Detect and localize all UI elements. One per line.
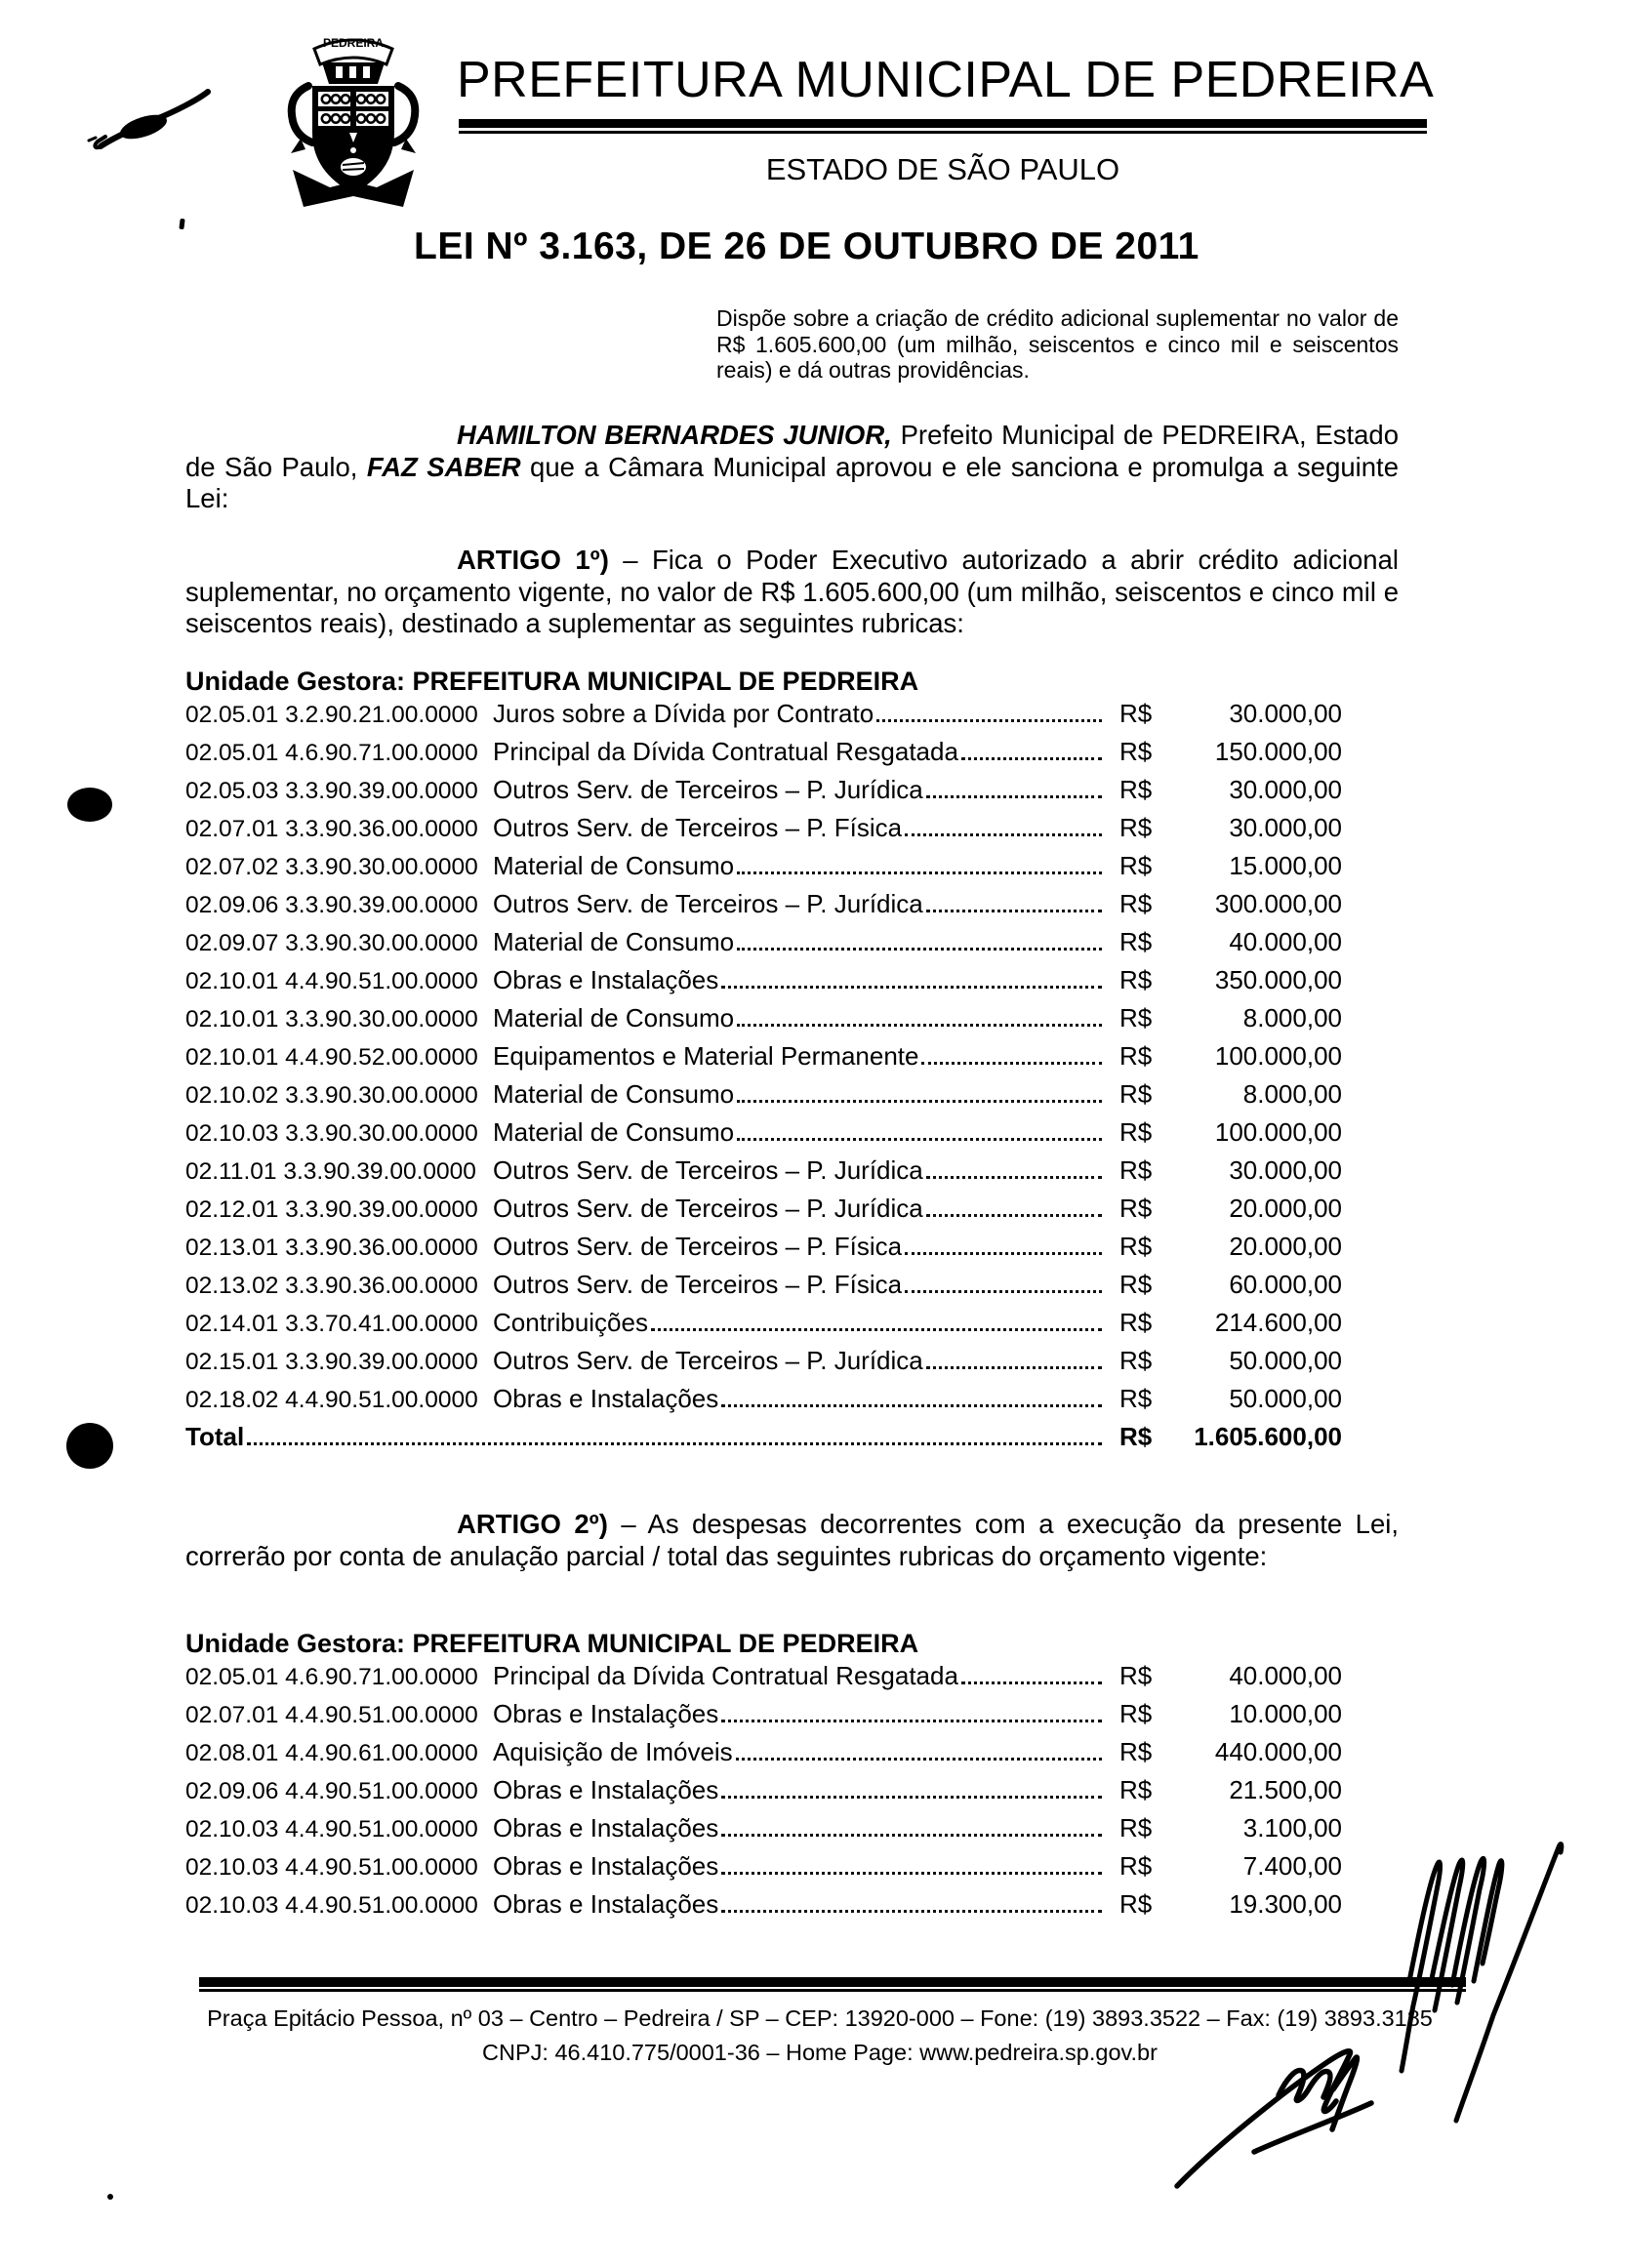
amount: 30.000,00 xyxy=(1229,1155,1342,1185)
budget-code: 02.09.06 4.4.90.51.00.0000 xyxy=(185,1778,478,1804)
budget-description-cell xyxy=(493,1737,1108,1767)
table-row xyxy=(185,1851,1342,1889)
table-row xyxy=(185,737,1342,775)
budget-code: 02.05.01 4.6.90.71.00.0000 xyxy=(185,740,478,766)
budget-description: Material de Consumo xyxy=(493,1003,735,1033)
amount: 15.000,00 xyxy=(1229,851,1342,880)
dot-leader xyxy=(651,1324,1102,1331)
budget-code: 02.05.01 3.2.90.21.00.0000 xyxy=(185,702,478,728)
currency-label: R$ xyxy=(1119,1308,1153,1337)
dot-leader xyxy=(905,830,1102,836)
budget-description: Obras e Instalações xyxy=(493,1775,719,1804)
budget-description-cell xyxy=(493,1232,1108,1262)
currency-label: R$ xyxy=(1119,1346,1153,1375)
budget-description: Outros Serv. de Terceiros – P. Jurídica xyxy=(493,1346,923,1375)
budget-description-cell xyxy=(493,1270,1108,1300)
table-row xyxy=(185,889,1342,927)
budget-code: 02.10.03 4.4.90.51.00.0000 xyxy=(185,1854,478,1881)
budget-description-cell xyxy=(493,851,1108,881)
artigo-2-paragraph xyxy=(185,1509,1399,1572)
dot-leader xyxy=(905,1286,1102,1293)
dot-leader xyxy=(961,753,1102,760)
budget-description-cell xyxy=(493,1661,1108,1691)
dot-leader xyxy=(737,1020,1102,1027)
currency-label: R$ xyxy=(1119,1003,1153,1033)
amount: 21.500,00 xyxy=(1229,1775,1342,1804)
dot-leader xyxy=(905,1248,1102,1255)
budget-description-cell xyxy=(493,775,1108,805)
table-row xyxy=(185,851,1342,889)
currency-label: R$ xyxy=(1119,1775,1153,1804)
logo-banner-text: PEDREIRA xyxy=(322,36,385,50)
budget-description-cell xyxy=(493,1155,1108,1186)
mayor-name: HAMILTON BERNARDES JUNIOR, xyxy=(457,420,892,450)
amount: 350.000,00 xyxy=(1214,965,1342,994)
budget-description: Obras e Instalações xyxy=(493,1851,719,1881)
currency-label: R$ xyxy=(1119,737,1153,766)
budget-description: Outros Serv. de Terceiros – P. Física xyxy=(493,1232,903,1261)
budget-code: 02.09.07 3.3.90.30.00.0000 xyxy=(185,930,478,956)
amount: 50.000,00 xyxy=(1229,1384,1342,1413)
currency-label: R$ xyxy=(1119,1661,1153,1690)
unit-header: Unidade Gestora: PREFEITURA MUNICIPAL DE PEDREIRA xyxy=(185,667,919,696)
hole-punch-top xyxy=(67,788,112,822)
table-row xyxy=(185,1155,1342,1194)
amount: 150.000,00 xyxy=(1214,737,1342,766)
table-row xyxy=(185,1813,1342,1851)
table-row xyxy=(185,965,1342,1003)
budget-code: 02.07.01 3.3.90.36.00.0000 xyxy=(185,816,478,842)
currency-label: R$ xyxy=(1119,1041,1153,1071)
budget-description-cell xyxy=(493,889,1108,919)
budget-description: Obras e Instalações xyxy=(493,965,719,994)
budget-description: Outros Serv. de Terceiros – P. Jurídica xyxy=(493,889,923,918)
amount: 3.100,00 xyxy=(1242,1813,1342,1843)
budget-description-cell xyxy=(493,1003,1108,1033)
hole-punch-bottom xyxy=(66,1423,113,1469)
total-label: Total xyxy=(185,1422,245,1451)
budget-code: 02.10.02 3.3.90.30.00.0000 xyxy=(185,1082,478,1109)
budget-code: 02.08.01 4.4.90.61.00.0000 xyxy=(185,1740,478,1766)
artigo-1-paragraph xyxy=(185,545,1399,640)
dot-leader xyxy=(721,1830,1102,1837)
budget-description: Obras e Instalações xyxy=(493,1384,719,1413)
budget-description-cell xyxy=(493,1308,1108,1338)
currency-label: R$ xyxy=(1119,1851,1153,1881)
currency-label: R$ xyxy=(1119,889,1153,918)
budget-description: Aquisição de Imóveis xyxy=(493,1737,733,1766)
table-row xyxy=(185,1775,1342,1813)
total-amount: 1.605.600,00 xyxy=(1194,1422,1342,1451)
coat-of-arms-logo xyxy=(260,21,447,213)
currency-label: R$ xyxy=(1119,965,1153,994)
budget-description-cell xyxy=(493,1889,1108,1920)
amount: 40.000,00 xyxy=(1229,1661,1342,1690)
budget-code: 02.07.01 4.4.90.51.00.0000 xyxy=(185,1702,478,1728)
budget-description-cell xyxy=(493,813,1108,843)
budget-description-cell xyxy=(493,965,1108,995)
footer-line-2: CNPJ: 46.410.775/0001-36 – Home Page: www.pedreira.sp.gov.br xyxy=(482,2040,1158,2065)
budget-description: Principal da Dívida Contratual Resgatada xyxy=(493,737,958,766)
amount: 20.000,00 xyxy=(1229,1194,1342,1223)
amount: 300.000,00 xyxy=(1214,889,1342,918)
table-row xyxy=(185,1308,1342,1346)
amount: 60.000,00 xyxy=(1229,1270,1342,1299)
currency-label: R$ xyxy=(1119,699,1153,728)
table-row xyxy=(185,1346,1342,1384)
preamble-paragraph xyxy=(185,420,1399,515)
currency-label: R$ xyxy=(1119,1194,1153,1223)
ink-tick xyxy=(179,219,184,230)
budget-description: Outros Serv. de Terceiros – P. Jurídica xyxy=(493,1155,923,1185)
header-municipality: PREFEITURA MUNICIPAL DE PEDREIRA xyxy=(457,52,1435,108)
budget-code: 02.10.03 4.4.90.51.00.0000 xyxy=(185,1892,478,1919)
table-row xyxy=(185,1079,1342,1117)
table-row xyxy=(185,1699,1342,1737)
budget-description: Material de Consumo xyxy=(493,927,735,956)
budget-description: Principal da Dívida Contratual Resgatada xyxy=(493,1661,958,1690)
budget-code: 02.10.03 4.4.90.51.00.0000 xyxy=(185,1816,478,1843)
table-row xyxy=(185,1661,1342,1699)
budget-code: 02.07.02 3.3.90.30.00.0000 xyxy=(185,854,478,880)
currency-label: R$ xyxy=(1119,1699,1153,1728)
budget-description-cell xyxy=(493,1346,1108,1376)
header-rule xyxy=(459,119,1427,134)
dot-leader xyxy=(926,1362,1102,1369)
amount: 100.000,00 xyxy=(1214,1117,1342,1147)
dot-leader xyxy=(926,1210,1102,1217)
budget-table-artigo1 xyxy=(185,664,1342,1460)
budget-description: Equipamentos e Material Permanente xyxy=(493,1041,919,1071)
amount: 30.000,00 xyxy=(1229,699,1342,728)
budget-description: Material de Consumo xyxy=(493,1079,735,1109)
budget-description: Outros Serv. de Terceiros – P. Física xyxy=(493,1270,903,1299)
budget-code: 02.05.03 3.3.90.39.00.0000 xyxy=(185,778,478,804)
artigo-1-label: ARTIGO 1º) xyxy=(457,545,609,575)
amount: 214.600,00 xyxy=(1214,1308,1342,1337)
table-row xyxy=(185,1889,1342,1927)
dot-leader xyxy=(721,1868,1102,1875)
amount: 40.000,00 xyxy=(1229,927,1342,956)
signature xyxy=(1161,2035,1415,2196)
table-row xyxy=(185,1003,1342,1041)
table-row xyxy=(185,1384,1342,1422)
currency-label: R$ xyxy=(1119,1384,1153,1413)
law-summary: Dispõe sobre a criação de crédito adicional suplementar no valor de R$ 1.605.600,00 (um milhão, seiscentos e cinco mil e seiscentos reais) e dá outras providências. xyxy=(716,305,1399,383)
dot-leader xyxy=(736,1754,1102,1761)
table-row xyxy=(185,1270,1342,1308)
pen-scribble-top-left xyxy=(83,76,239,169)
table-row xyxy=(185,813,1342,851)
budget-description-cell xyxy=(493,1079,1108,1110)
amount: 19.300,00 xyxy=(1229,1889,1342,1919)
budget-description: Outros Serv. de Terceiros – P. Jurídica xyxy=(493,775,923,804)
currency-label: R$ xyxy=(1119,1422,1153,1451)
budget-code: 02.15.01 3.3.90.39.00.0000 xyxy=(185,1349,478,1375)
budget-code: 02.09.06 3.3.90.39.00.0000 xyxy=(185,892,478,918)
budget-description: Outros Serv. de Terceiros – P. Jurídica xyxy=(493,1194,923,1223)
table-row xyxy=(185,1232,1342,1270)
dot-leader xyxy=(721,1400,1102,1407)
unit-header: Unidade Gestora: PREFEITURA MUNICIPAL DE PEDREIRA xyxy=(185,1629,919,1658)
budget-code: 02.12.01 3.3.90.39.00.0000 xyxy=(185,1196,478,1223)
faz-saber: FAZ SABER xyxy=(366,451,521,482)
budget-code: 02.10.01 3.3.90.30.00.0000 xyxy=(185,1006,478,1033)
dot-leader xyxy=(737,944,1102,951)
currency-label: R$ xyxy=(1119,813,1153,842)
table-row xyxy=(185,1117,1342,1155)
amount: 100.000,00 xyxy=(1214,1041,1342,1071)
table-row xyxy=(185,1194,1342,1232)
table-row xyxy=(185,775,1342,813)
currency-label: R$ xyxy=(1119,1155,1153,1185)
budget-table-artigo2 xyxy=(185,1626,1342,1927)
budget-description-cell xyxy=(493,1775,1108,1805)
dot-leader xyxy=(926,906,1102,912)
amount: 8.000,00 xyxy=(1242,1003,1342,1033)
budget-description-cell xyxy=(493,1384,1108,1414)
dot-leader xyxy=(876,715,1102,722)
budget-description: Obras e Instalações xyxy=(493,1813,719,1843)
amount: 30.000,00 xyxy=(1229,813,1342,842)
table-row xyxy=(185,1041,1342,1079)
budget-code: 02.10.01 4.4.90.52.00.0000 xyxy=(185,1044,478,1071)
dot-leader xyxy=(721,1792,1102,1799)
dot-leader xyxy=(926,791,1102,798)
budget-description-cell xyxy=(493,927,1108,957)
amount: 50.000,00 xyxy=(1229,1346,1342,1375)
footer-rule xyxy=(199,1977,1466,1992)
amount: 7.400,00 xyxy=(1242,1851,1342,1881)
budget-code: 02.10.01 4.4.90.51.00.0000 xyxy=(185,968,478,994)
currency-label: R$ xyxy=(1119,927,1153,956)
budget-description: Material de Consumo xyxy=(493,851,735,880)
currency-label: R$ xyxy=(1119,1737,1153,1766)
budget-code: 02.18.02 4.4.90.51.00.0000 xyxy=(185,1387,478,1413)
amount: 8.000,00 xyxy=(1242,1079,1342,1109)
preamble-text: Prefeito Municipal de PEDREIRA, Estado de São Paulo, xyxy=(185,420,1399,482)
dot-leader xyxy=(737,868,1102,874)
budget-description-cell xyxy=(493,1194,1108,1224)
budget-description-cell xyxy=(493,737,1108,767)
currency-label: R$ xyxy=(1119,1232,1153,1261)
dot-leader xyxy=(737,1134,1102,1141)
amount: 10.000,00 xyxy=(1229,1699,1342,1728)
budget-rows xyxy=(185,1661,1342,1927)
amount: 20.000,00 xyxy=(1229,1232,1342,1261)
currency-label: R$ xyxy=(1119,851,1153,880)
header-state: ESTADO DE SÃO PAULO xyxy=(765,152,1120,186)
ink-speck xyxy=(107,2194,113,2200)
currency-label: R$ xyxy=(1119,1813,1153,1843)
budget-code: 02.05.01 4.6.90.71.00.0000 xyxy=(185,1664,478,1690)
table-row xyxy=(185,927,1342,965)
table-row xyxy=(185,1737,1342,1775)
budget-description-cell xyxy=(493,1851,1108,1882)
currency-label: R$ xyxy=(1119,1079,1153,1109)
amount: 440.000,00 xyxy=(1214,1737,1342,1766)
coat-of-arms-graphic xyxy=(260,21,447,213)
dot-leader xyxy=(721,1716,1102,1722)
budget-code: 02.13.01 3.3.90.36.00.0000 xyxy=(185,1235,478,1261)
dot-leader xyxy=(961,1678,1102,1684)
law-title: LEI Nº 3.163, DE 26 DE OUTUBRO DE 2011 xyxy=(414,225,1199,267)
artigo-1-text: – Fica o Poder Executivo autorizado a abrir crédito adicional suplementar, no orçamento vigente, no valor de R$ 1.605.600,00 (um milhão, seiscentos e cinco mil e seiscentos reais), destinado a suplementar as seguintes rubricas: xyxy=(185,545,1400,638)
budget-code: 02.14.01 3.3.70.41.00.0000 xyxy=(185,1311,478,1337)
budget-description: Juros sobre a Dívida por Contrato xyxy=(493,699,874,728)
currency-label: R$ xyxy=(1119,775,1153,804)
currency-label: R$ xyxy=(1119,1270,1153,1299)
artigo-2-text: – As despesas decorrentes com a execução da presente Lei, correrão por conta de anulação parcial / total das seguintes rubricas do orçamento vigente: xyxy=(185,1509,1399,1571)
dot-leader xyxy=(737,1096,1102,1103)
budget-description-cell xyxy=(493,1041,1108,1072)
table-row xyxy=(185,699,1342,737)
preamble-text-end: que a Câmara Municipal aprovou e ele sanciona e promulga a seguinte Lei: xyxy=(185,451,1399,513)
budget-description-cell xyxy=(493,699,1108,729)
budget-description: Outros Serv. de Terceiros – P. Física xyxy=(493,813,903,842)
dot-leader xyxy=(247,1438,1102,1445)
budget-description-cell xyxy=(493,1117,1108,1148)
budget-description: Material de Consumo xyxy=(493,1117,735,1147)
dot-leader xyxy=(721,982,1102,989)
budget-code: 02.10.03 3.3.90.30.00.0000 xyxy=(185,1120,478,1147)
budget-description: Contribuições xyxy=(493,1308,648,1337)
footer-line-1: Praça Epitácio Pessoa, nº 03 – Centro – Pedreira / SP – CEP: 13920-000 – Fone: (19) 3893.3522 – Fax: (19) 3893.3185 xyxy=(207,2005,1433,2031)
budget-description: Obras e Instalações xyxy=(493,1699,719,1728)
amount: 30.000,00 xyxy=(1229,775,1342,804)
budget-rows xyxy=(185,699,1342,1422)
dot-leader xyxy=(926,1172,1102,1179)
dot-leader xyxy=(721,1906,1102,1913)
currency-label: R$ xyxy=(1119,1117,1153,1147)
currency-label: R$ xyxy=(1119,1889,1153,1919)
total-row xyxy=(185,1422,1342,1460)
budget-code: 02.13.02 3.3.90.36.00.0000 xyxy=(185,1273,478,1299)
artigo-2-label: ARTIGO 2º) xyxy=(457,1509,608,1539)
dot-leader xyxy=(921,1058,1102,1065)
budget-description: Obras e Instalações xyxy=(493,1889,719,1919)
budget-description-cell xyxy=(493,1699,1108,1729)
budget-code: 02.11.01 3.3.90.39.00.0000 xyxy=(185,1158,476,1185)
budget-description-cell xyxy=(493,1813,1108,1843)
